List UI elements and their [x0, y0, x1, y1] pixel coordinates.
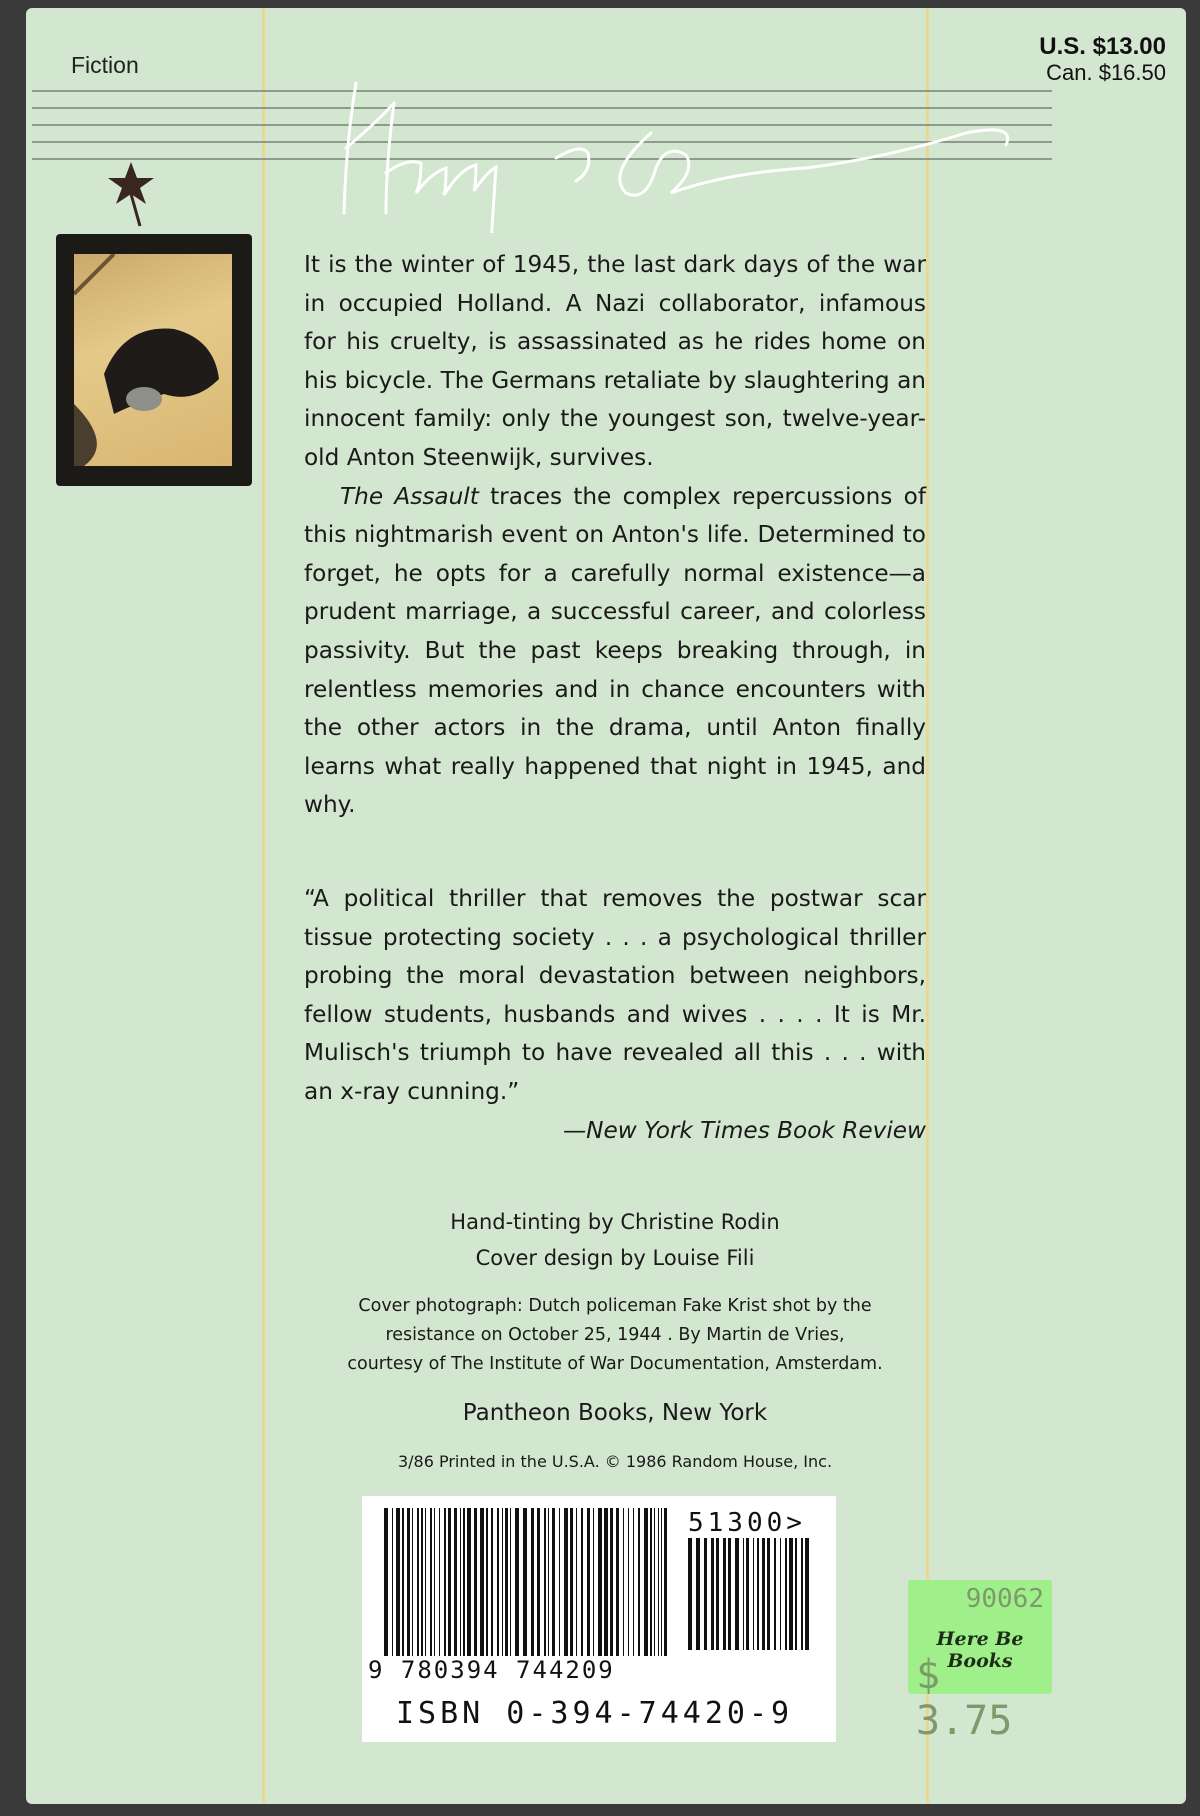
- left-yellow-rule: [262, 8, 265, 1804]
- barcode-bar: [552, 1508, 555, 1656]
- barcode-bar: [448, 1508, 451, 1656]
- barcode-bar: [396, 1508, 400, 1656]
- barcode-addon: [686, 1538, 816, 1698]
- barcode-bar: [610, 1508, 613, 1656]
- barcode-bar: [444, 1508, 446, 1656]
- barcode-bar: [412, 1508, 413, 1656]
- sticker-price: $ 3.75: [916, 1652, 1013, 1744]
- barcode-bar: [696, 1538, 700, 1650]
- barcode-bar: [743, 1538, 744, 1650]
- barcode-bar: [753, 1538, 754, 1650]
- synopsis-paragraph-2-text: traces the complex repercussions of this nightmarish event on Anton's life. Determined to forget, he opts for a carefully normal existence—a prudent marriage, a successful career, and colorless passivity. But the past keeps breaking through, in relentless memories and in chance encounters with the other actors in the drama, until Anton finally learns what really happened that night in 1945, and why.: [304, 482, 926, 819]
- barcode-bar: [661, 1508, 662, 1656]
- barcode-bar: [801, 1538, 803, 1650]
- barcode-bar: [785, 1538, 787, 1650]
- barcode-bar: [430, 1508, 432, 1656]
- barcode-bar: [581, 1508, 583, 1656]
- barcode-bar: [746, 1538, 749, 1650]
- barcode-bar: [384, 1508, 388, 1656]
- barcode-bar: [480, 1508, 484, 1656]
- barcode-bar: [564, 1508, 568, 1656]
- barcode-bar: [407, 1508, 410, 1656]
- design-credits: [304, 1204, 926, 1276]
- barcode-bar: [463, 1508, 465, 1656]
- barcode-bar: [570, 1508, 573, 1656]
- barcode-bar: [723, 1538, 726, 1650]
- star-icon: [106, 158, 156, 228]
- barcode-bar: [664, 1508, 667, 1656]
- cover-photo-frame: [56, 234, 252, 486]
- barcode-bar: [593, 1508, 594, 1656]
- hand-tinting-credit: Hand-tinting by Christine Rodin: [450, 1210, 780, 1234]
- cover-photo-thumbnail: [74, 254, 232, 466]
- barcode-bar: [439, 1508, 440, 1656]
- barcode-bar: [616, 1508, 619, 1656]
- barcode-bar: [604, 1508, 608, 1656]
- barcode-bar: [392, 1508, 393, 1656]
- barcode-bar: [421, 1508, 423, 1656]
- barcode-bar: [474, 1508, 477, 1656]
- price-us: U.S. $13.00: [1039, 33, 1166, 60]
- genre-label: Fiction: [71, 52, 139, 78]
- sticker-store-name: Here Be Books: [936, 1628, 1024, 1672]
- barcode-bar: [658, 1508, 659, 1656]
- signature-icon: [326, 63, 1046, 233]
- publisher: Pantheon Books, New York: [462, 1400, 768, 1426]
- barcode-bar: [531, 1508, 534, 1656]
- barcode-bar: [486, 1508, 488, 1656]
- price-sticker: [908, 1580, 1052, 1744]
- barcode-bar: [544, 1508, 546, 1656]
- price-block: [1039, 34, 1166, 86]
- barcode-bar: [728, 1538, 731, 1650]
- photo-credit-line: Cover photograph: Dutch policeman Fake Krist shot by the: [358, 1296, 872, 1316]
- barcode-bar: [774, 1538, 776, 1650]
- synopsis-paragraph-1: It is the winter of 1945, the last dark days of the war in occupied Holland. A Nazi collaborator, infamous for his cruelty, is assassinated as he rides home on his bicycle. The Germans retaliate by slaughtering an innocent family: only the youngest son, twelve-year-old Anton Steenwijk, survives.: [304, 251, 926, 471]
- barcode-bar: [688, 1538, 692, 1650]
- barcode-bar: [417, 1508, 419, 1656]
- barcode-bar: [598, 1508, 602, 1656]
- barcode-bar: [623, 1508, 624, 1656]
- barcode-bar: [633, 1508, 634, 1656]
- review-quote: [304, 880, 926, 1150]
- book-title: The Assault: [340, 482, 479, 510]
- barcode-bar: [704, 1538, 707, 1650]
- synopsis: [304, 246, 926, 825]
- sticker-code: 90062: [965, 1584, 1044, 1614]
- barcode-box: [362, 1496, 836, 1742]
- barcode-bar: [559, 1508, 560, 1656]
- barcode-bar: [502, 1508, 503, 1656]
- barcode-bar: [454, 1508, 457, 1656]
- barcode-bar: [780, 1538, 781, 1650]
- barcode-bar: [628, 1508, 629, 1656]
- photo-credit: [304, 1292, 926, 1379]
- barcode-bar: [523, 1508, 527, 1656]
- barcode-bar: [491, 1508, 493, 1656]
- barcode-bar: [762, 1538, 765, 1650]
- price-code: 51300>: [688, 1508, 806, 1538]
- ean-number: 9 780394 744209: [368, 1656, 615, 1684]
- barcode-bar: [767, 1538, 770, 1650]
- barcode-bar: [434, 1508, 435, 1656]
- barcode-bar: [505, 1508, 508, 1656]
- barcode-bar: [711, 1538, 714, 1650]
- barcode-bar: [638, 1508, 640, 1656]
- barcode-bar: [795, 1538, 797, 1650]
- barcode-bar: [510, 1508, 511, 1656]
- cover-design-credit: Cover design by Louise Fili: [475, 1246, 755, 1270]
- barcode-bar: [515, 1508, 519, 1656]
- barcode-bar: [716, 1538, 719, 1650]
- barcode-bar: [460, 1508, 461, 1656]
- barcode-bar: [537, 1508, 540, 1656]
- isbn-number: ISBN 0-394-74420-9: [396, 1696, 794, 1731]
- barcode-bar: [576, 1508, 577, 1656]
- barcode-bar: [425, 1508, 426, 1656]
- barcode-bar: [467, 1508, 471, 1656]
- review-attribution: —New York Times Book Review: [562, 1116, 926, 1144]
- barcode-bar: [644, 1508, 648, 1656]
- barcode-bar: [757, 1538, 759, 1650]
- barcode-bar: [650, 1508, 652, 1656]
- barcode-bar: [548, 1508, 549, 1656]
- photo-figure: [74, 254, 232, 466]
- barcode-bar: [789, 1538, 793, 1650]
- book-back-cover: [26, 8, 1186, 1804]
- price-can: Can. $16.50: [1046, 60, 1166, 85]
- barcode-bar: [587, 1508, 590, 1656]
- barcode-bar: [402, 1508, 404, 1656]
- photo-credit-line: resistance on October 25, 1944 . By Martin de Vries,: [385, 1325, 845, 1345]
- barcode-bar: [654, 1508, 655, 1656]
- review-text: “A political thriller that removes the postwar scar tissue protecting society . . . a psychological thriller probing the moral devastation between neighbors, fellow students, husbands and wives . . . . It is Mr. Mulisch's triumph to have revealed all this . . . with an x-ray cunning.”: [304, 885, 926, 1105]
- printing-line: 3/86 Printed in the U.S.A. © 1986 Random House, Inc.: [397, 1452, 833, 1471]
- barcode-bar: [735, 1538, 739, 1650]
- photo-credit-line: courtesy of The Institute of War Documentation, Amsterdam.: [347, 1354, 883, 1374]
- barcode-bar: [497, 1508, 499, 1656]
- right-yellow-rule: [926, 8, 929, 1804]
- barcode-bar: [805, 1538, 809, 1650]
- synopsis-paragraph-2: [304, 478, 926, 825]
